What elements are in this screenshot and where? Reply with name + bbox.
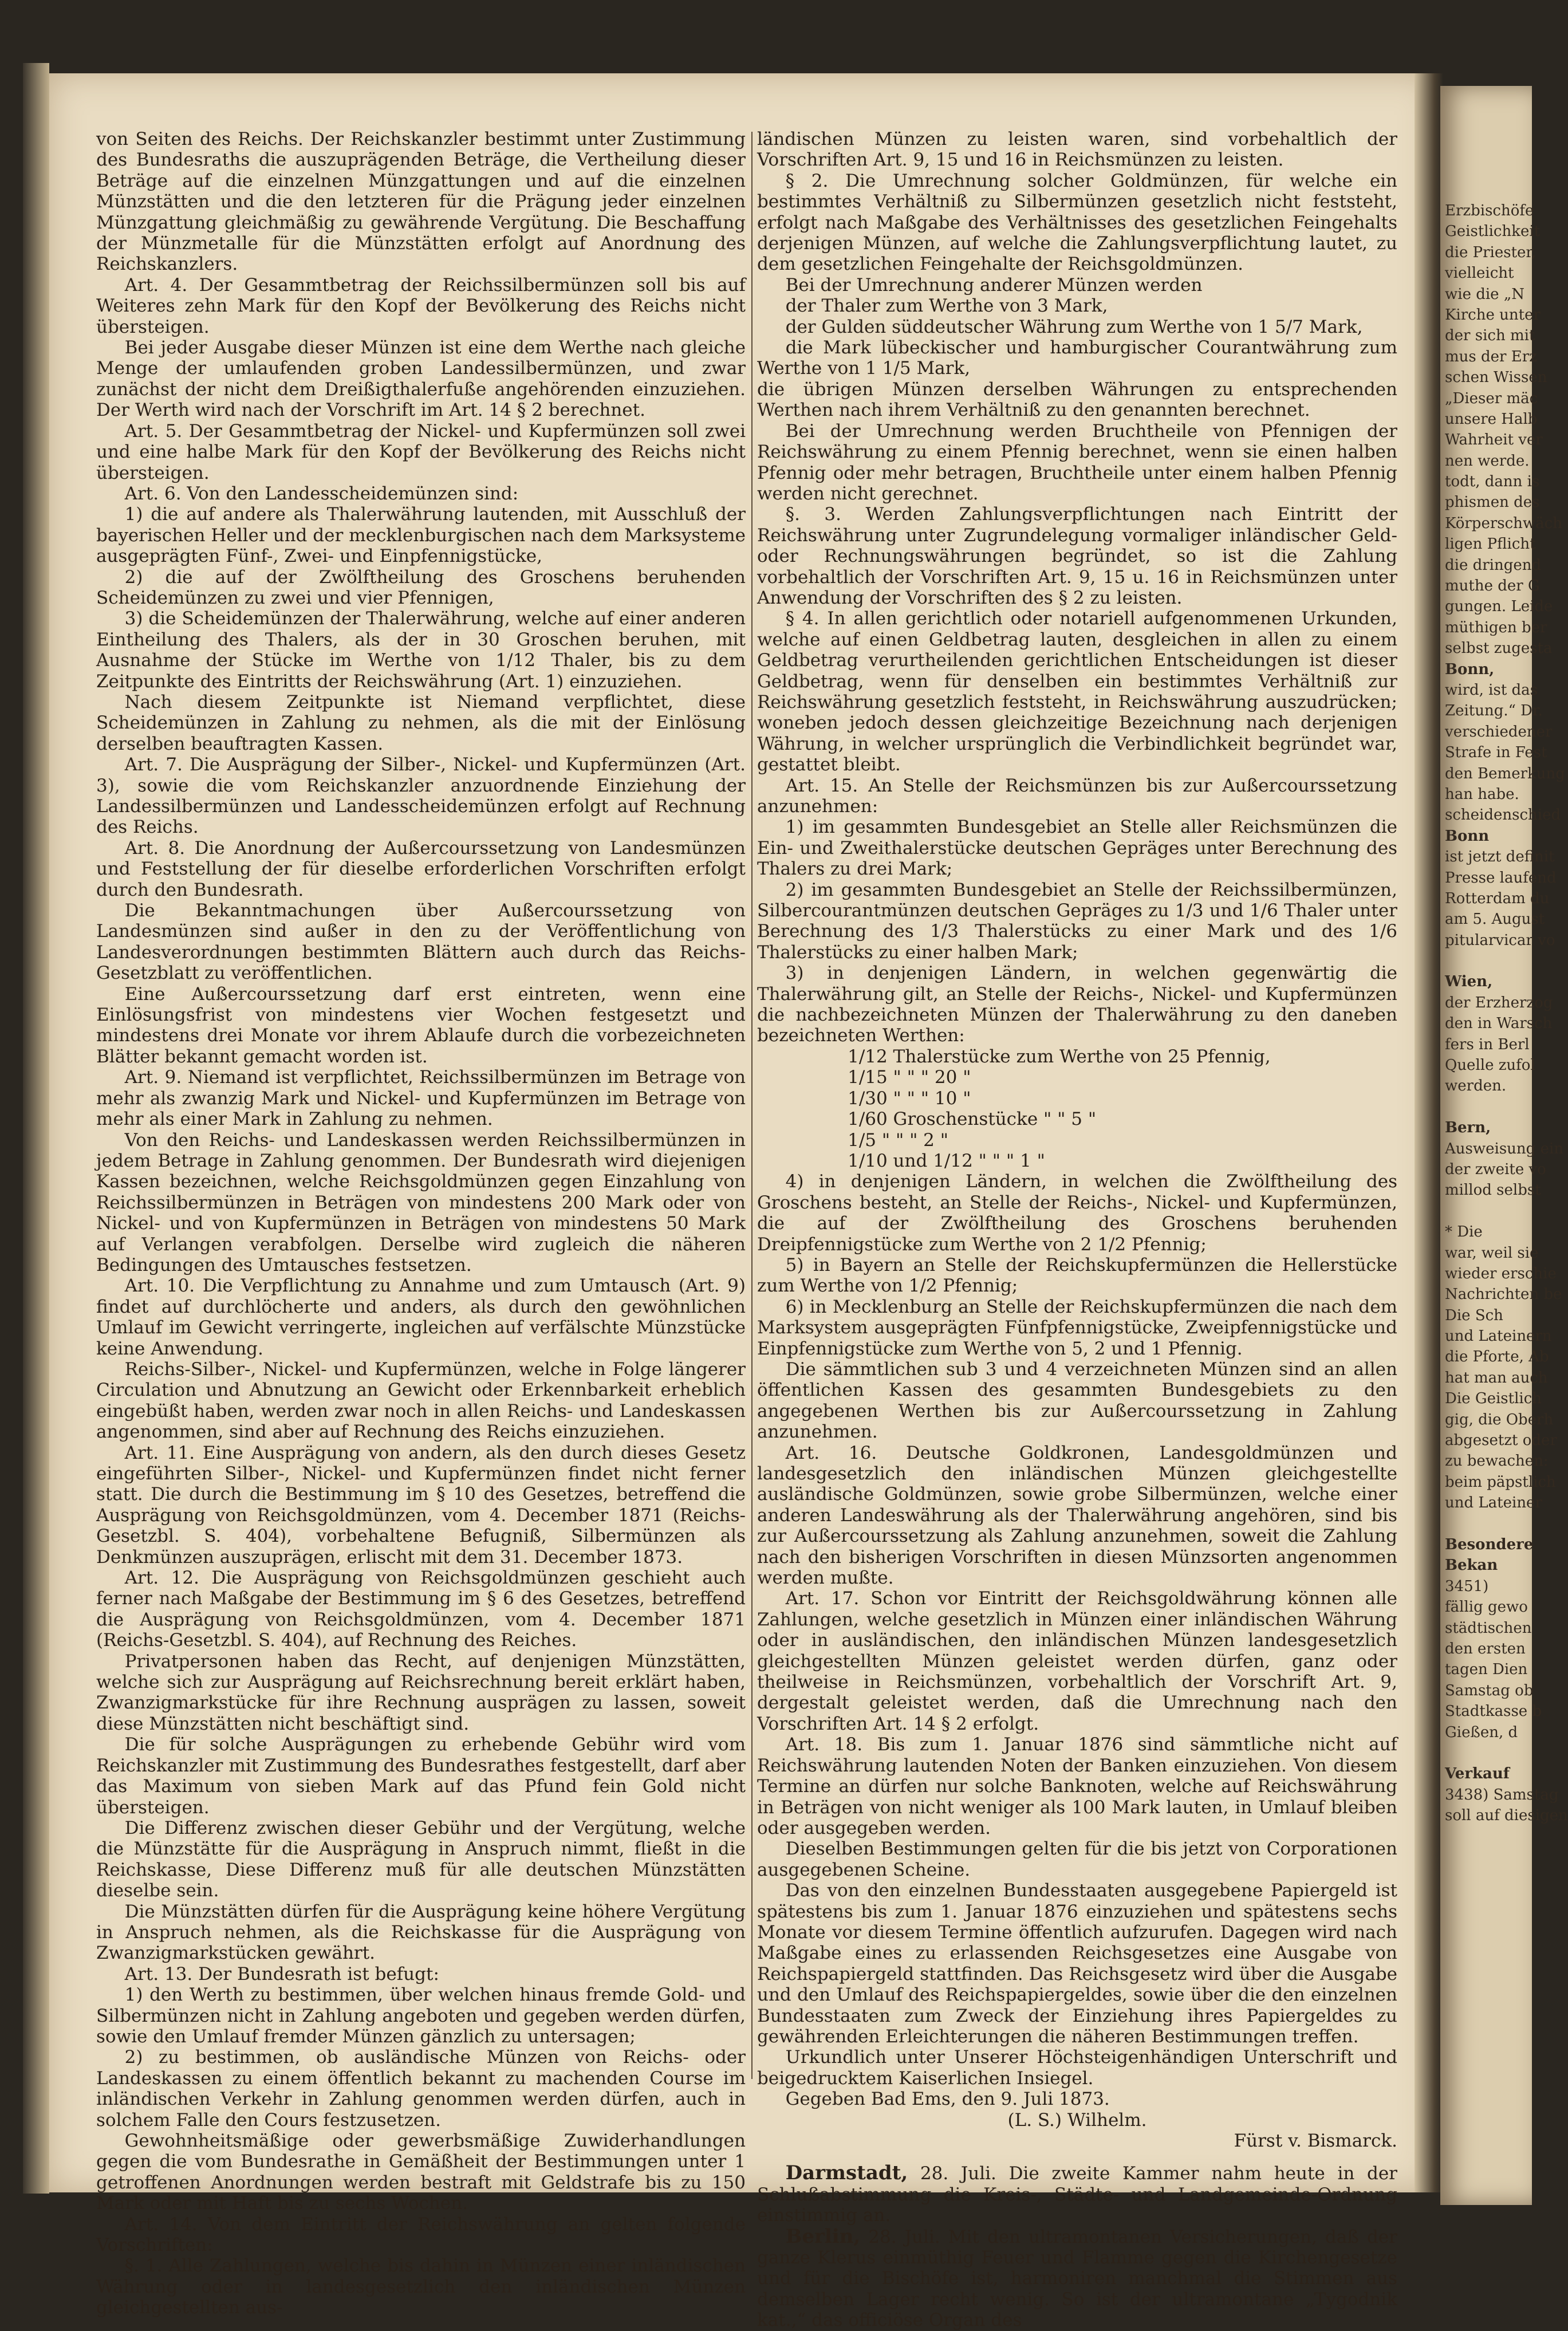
countersignature: Fürst v. Bismarck. [1234,2131,1397,2151]
paragraph: Art. 5. Der Gesammtbetrag der Nickel- und Kupfermünzen soll zwei und eine halbe Mark für den Kopf der Bevölkerung des Reichs nicht übersteigen. [96,420,746,483]
facing-page-line: Stadtkasse b [1445,1703,1542,1720]
facing-page-line [1445,1097,1537,1117]
facing-page-line [1445,1743,1537,1763]
list-item: der Gulden süddeutscher Währung zum Werthe von 1 5/7 Mark, [785,316,1363,337]
paragraph: Art. 18. Bis zum 1. Januar 1876 sind sämmtliche nicht auf Reichswährung lautenden Noten der Banken einzuziehen. Von diesem Termine an dürfen nur solche Banknoten, welche auf Reichswährung in Beträgen von nicht weniger als 100 Mark lauten, in Umlauf bleiben oder ausgegeben werden. [757,1734,1397,1838]
value-table-row: 1/60 Groschenstücke " " 5 " [848,1109,1097,1130]
list-item: 5) in Bayern an Stelle der Reichskupfermünzen die Hellerstücke zum Werthe von 1/2 Pfennig; [757,1254,1397,1297]
value-table-row: 1/12 Thalerstücke zum Werthe von 25 Pfennig, [848,1046,1271,1067]
facing-page-line: Geistlichkeit [1445,223,1541,241]
facing-page-line: nen werde. [1445,452,1530,470]
facing-page-line: Verkauf [1445,1765,1510,1783]
facing-page-line: den in Warsch [1445,1015,1553,1033]
facing-page-line: 3451) [1445,1577,1489,1595]
paragraph: Reichs-Silber-, Nickel- und Kupfermünzen, welche in Folge längerer Circulation und Abnutzung an Gewicht oder Erkennbarkeit erheblich eingebüßt haben, werden zwar noch in allen Reichs- und Landeskassen angenommen, sind aber auf Rechnung des Reichs einzuziehen. [96,1359,746,1443]
facing-page-line: „Dieser mäc [1445,389,1538,407]
paragraph: Die für solche Ausprägungen zu erhebende Gebühr wird vom Reichskanzler mit Zustimmung des Bundesrathes festgestellt, darf aber das Maximum von sieben Mark auf das Pfund fein Gold nicht übersteigen. [96,1734,746,1818]
paragraph: Die sämmtlichen sub 3 und 4 verzeichneten Münzen sind an allen öffentlichen Kassen des gesammten Bundesgebiets zu den angegebenen Werthen bis zur Außercourssetzung in Zahlung anzunehmen. [757,1359,1397,1443]
right-column [757,129,1397,2331]
facing-page-line: Besondere [1445,1536,1534,1553]
paragraph: Art. 12. Die Ausprägung von Reichsgoldmünzen geschieht auch ferner nach Maßgabe der Bestimmung im § 6 des Gesetzes, betreffend die Ausprägung von Reichsgoldmünzen, vom 4. December 1871 (Reichs-Gesetzbl. S. 404), auf Rechnung des Reiches. [96,1568,746,1651]
paragraph: Bei jeder Ausgabe dieser Münzen ist eine dem Werthe nach gleiche Menge der umlaufenden groben Landessilbermünzen, und zwar zunächst der nicht dem Dreißigthalerfuße angehörenden einzuziehen. Der Werth wird nach der Vorschrift im Art. 14 § 2 berechnet. [96,337,746,421]
facing-page-line: soll auf diesigen [1445,1807,1568,1825]
paragraph: Die Differenz zwischen dieser Gebühr und der Vergütung, welche die Münzstätte für die Ausprägung in Anspruch nimmt, fließt in die Reichskasse, Diese Differenz muß für alle deutschen Münzstätten dieselbe sein. [96,1817,746,1901]
paragraph: Art. 9. Niemand ist verpflichtet, Reichssilbermünzen im Betrage von mehr als zwanzig Mark und Nickel- und Kupfermünzen im Betrage von mehr als einer Mark in Zahlung zu nehmen. [96,1067,746,1130]
facing-page-line: gungen. Leide [1445,598,1553,616]
list-item: 3) in denjenigen Ländern, in welchen gegenwärtig die Thalerwährung gilt, an Stelle der Reichs-, Nickel- und Kupfermünzen die nachbezeichneten Münzen der Thalerwährung zu den daneben bezeichneten Werthen: [757,963,1397,1046]
seal-and-signature: (L. S.) Wilhelm. [1007,2109,1147,2131]
paragraph: Urkundlich unter Unserer Höchsteigenhändigen Unterschrift und beigedrucktem Kaiserlichen Insiegel. [757,2047,1397,2089]
facing-page-line: Wahrheit ver [1445,431,1543,449]
facing-page-line: Die Sch [1445,1306,1503,1324]
facing-page-line: Presse laufend [1445,869,1557,887]
facing-page-line: die Priester, [1445,243,1537,261]
paragraph: Dieselben Bestimmungen gelten für die bis jetzt von Corporationen ausgegebenen Scheine. [757,1838,1397,1880]
facing-page-line: selbst zugesta [1445,640,1553,657]
facing-page-line: der Erzherzog [1445,994,1553,1011]
paragraph: Art. 4. Der Gesammtbetrag der Reichssilbermünzen soll bis auf Weiteres zehn Mark für den Kopf der Bevölkerung des Reichs nicht übersteigen. [96,274,746,337]
facing-page-line: Die Geistlich [1445,1390,1542,1408]
dateline-place: Darmstadt, [785,2161,908,2185]
paragraph: § 4. In allen gerichtlich oder notariell aufgenommenen Urkunden, welche auf einen Geldbetrag lauten, desgleichen in allen zu einem Geldbetrag verurtheilenden gerichtlichen Entscheidungen ist dieser Geldbetrag, wenn für denselben ein bestimmtes Verhältniß zur Reichswährung gesetzlich feststeht, in Reichswährung auszudrücken; woneben jedoch dessen gleichzeitige Bezeichnung nach derjenigen Währung, in welcher ursprünglich die Verbindlichkeit begründet war, gestattet bleibt. [757,608,1397,775]
facing-page-line: Gießen, d [1445,1723,1518,1741]
paragraph: Art. 11. Eine Ausprägung von andern, als den durch dieses Gesetz eingeführten Silber-, Nickel- und Kupfermünzen findet nicht ferner statt. Die durch die Bestimmung im § 10 des Gesetzes, betreffend die Ausprägung von Reichsgoldmünzen, vom 4. December 1871 (Reichs-Gesetzbl. S. 404), vorbehaltene Befugniß, Silbermünzen als Denkmünzen auszuprägen, erlischt mit dem 31. December 1873. [96,1442,746,1568]
facing-page-line [1445,1514,1537,1534]
facing-page-line: städtischen [1445,1619,1532,1637]
paragraph: Art. 13. Der Bundesrath ist befugt: [124,1963,439,1984]
facing-page-line: tagen Dien [1445,1661,1528,1679]
paragraph: Gewohnheitsmäßige oder gewerbsmäßige Zuwiderhandlungen gegen die vom Bundesrathe in Gemäßheit der Bestimmungen unter 1 getroffenen Anordnungen werden bestraft mit Geldstrafe bis zu 150 Mark oder mit Haft bis zu sechs Wochen. [96,2131,746,2214]
facing-page-line: und Lateiner [1445,1494,1542,1512]
value-table-row: 1/5 " " " 2 " [848,1129,949,1151]
paragraph-continued: von Seiten des Reichs. Der Reichskanzler bestimmt unter Zustimmung des Bundesraths die auszuprägenden Beträge, die Vertheilung dieser Beträge auf die einzelnen Münzgattungen und auf die einzelnen Münzstätten und die den letzteren für die Prägung jeder einzelnen Münzgattung gleichmäßig zu gewährende Vergütung. Die Beschaffung der Münzmetalle für die Münzstätten erfolgt auf Anordnung des Reichskanzlers. [96,129,746,275]
list-item: 2) im gesammten Bundesgebiet an Stelle der Reichssilbermünzen, Silbercourantmünzen deutschen Gepräges zu 1/3 und 1/6 Thaler unter Berechnung des 1/3 Thalerstücks zu einer Mark und des 1/6 Thalerstücks zu einer halben Mark; [757,879,1397,963]
facing-page-line: wie die „N [1445,285,1525,303]
facing-page-line: die dringend [1445,556,1542,574]
facing-page-line: pitularvicar vo [1445,931,1555,949]
paragraph: Die Bekanntmachungen über Außercourssetzung von Landesmünzen sind außer in den zu der Veröffentlichung von Landesverordnungen bestimmten Blättern auch durch das Reichs-Gesetzblatt zu veröffentlichen. [96,900,746,984]
news-item [757,2226,1397,2331]
facing-page-line: wieder erschie [1445,1265,1557,1282]
paragraph: Art. 17. Schon vor Eintritt der Reichsgoldwährung können alle Zahlungen, welche gesetzlich in Münzen einer inländischen Währung oder in ausländischen, den inländischen Münzen landesgesetzlich gleichgestellten Münzen geleistet werden dürfen, ganz oder theilweise in Reichsmünzen, vorbehaltlich der Vorschrift Art. 9, dergestalt geleistet werden, daß die Umrechnung nach den Vorschriften Art. 14 § 2 erfolgt. [757,1588,1397,1734]
paragraph: Art. 6. Von den Landesscheidemünzen sind: [124,483,519,504]
list-item: 1) die auf andere als Thalerwährung lautenden, mit Ausschluß der bayerischen Heller und der mecklenburgischen nach dem Marksysteme ausgeprägten Fünf-, Zwei- und Einpfennigstücke, [96,504,746,567]
paragraph: Gegeben Bad Ems, den 9. Juli 1873. [785,2089,1110,2110]
facing-page-line: am 5. August [1445,911,1545,928]
paragraph: Art. 15. An Stelle der Reichsmünzen bis zur Außercourssetzung anzunehmen: [757,775,1397,817]
facing-page-line: Erzbischöfe [1445,202,1534,219]
news-item [757,2163,1397,2226]
paragraph-continued: ländischen Münzen zu leisten waren, sind vorbehaltlich der Vorschriften Art. 9, 15 und 16 in Reichsmünzen zu leisten. [757,129,1397,171]
facing-page-line: mus der Erz [1445,348,1537,365]
facing-page-line: Bern, [1445,1119,1491,1137]
facing-page-line: Bonn, [1445,660,1495,678]
book-gutter [1415,73,1443,2192]
facing-page-line: ligen Pflicht [1445,536,1536,553]
paragraph: Von den Reichs- und Landeskassen werden Reichssilbermünzen in jedem Betrage in Zahlung genommen. Der Bundesrath wird diejenigen Kassen bezeichnen, welche Reichsgoldmünzen gegen Einzahlung von Reichssilbermünzen in Beträgen von mindestens 200 Mark oder von Nickel- und von Kupfermünzen in Beträgen von mindestens 50 Mark auf Verlangen verabfolgen. Derselbe wird zugleich die näheren Bedingungen des Umtausches festsetzen. [96,1129,746,1275]
facing-page-line: unsere Halb [1445,410,1538,428]
facing-page-line: todt, dann is [1445,473,1540,491]
value-table-row: 1/10 und 1/12 " " " 1 " [848,1150,1045,1171]
facing-page-line: die Pforte, Ab [1445,1348,1549,1366]
facing-page-line [1445,951,1537,971]
paragraph: Art. 16. Deutsche Goldkronen, Landesgoldmünzen und landesgesetzlich den inländischen Münzen gleichgestellte ausländische Goldmünzen, sowie grobe Silbermünzen, welche einer anderen Landeswährung als der Thalerwährung angehören, sind bis zur Außercourssetzung als Zahlung anzunehmen, soweit die Zahlung nach den bisherigen Vorschriften in diesen Münzsorten angenommen werden mußte. [757,1442,1397,1589]
facing-page-line: hat man auch [1445,1369,1548,1387]
facing-page-line: 3438) Samstag [1445,1786,1559,1804]
value-table-row: 1/15 " " " 20 " [848,1067,971,1088]
facing-page [1440,86,1568,2205]
book-edge [23,63,49,2194]
paragraph: Bei der Umrechnung werden Bruchtheile von Pfennigen der Reichswährung zu einem Pfennig berechnet, wenn sie einen halben Pfennig oder mehr betragen, Bruchtheile unter einem halben Pfennig werden nicht gerechnet. [757,420,1397,504]
list-item: der Thaler zum Werthe von 3 Mark, [785,296,1108,317]
facing-page-line: der sich mit [1445,327,1535,345]
list-item: die Mark lübeckischer und hamburgischer Courantwährung zum Werthe von 1 1/5 Mark, [757,337,1397,379]
facing-page-line: zu bewachen: [1445,1452,1549,1470]
paragraph: §. 3. Werden Zahlungsverpflichtungen nach Eintritt der Reichswährung unter Zugrundelegung vormaliger inländischer Geld- oder Rechnungswährungen begründet, so ist die Zahlung vorbehaltlich der Vorschriften Art. 9, 15 u. 16 in Reichsmünzen unter Anwendung der Vorschriften des § 2 zu leisten. [757,504,1397,608]
facing-page-line [1445,1201,1537,1222]
facing-page-fragments [1445,200,1568,1826]
facing-page-line: werden. [1445,1077,1507,1095]
list-item: 3) die Scheidemünzen der Thalerwährung, welche auf einer anderen Eintheilung des Thalers, als der in 30 Groschen beruhen, mit Ausnahme der Stücke im Werthe von 1/12 Thaler, bis zu dem Zeitpunkte des Eintritts der Reichswährung (Art. 1) einzuziehen. [96,608,746,692]
paragraph: §. 1. Alle Zahlungen, welche bis dahin in Münzen einer inländischen Währung oder in landesgesetzlich den inländischen Münzen gleichgestellten aus- [96,2255,746,2318]
facing-page-line: Strafe in Fest [1445,744,1547,762]
facing-page-line: muthe der G [1445,577,1540,595]
list-item: 1) den Werth zu bestimmen, über welchen hinaus fremde Gold- und Silbermünzen nicht in Zahlung angeboten und gegeben werden dürfen, sowie den Umlauf fremder Münzen gänzlich zu untersagen; [96,1984,746,2047]
paragraph: Art. 14. Von dem Eintritt der Reichswährung an gelten folgende Vorschriften: [96,2214,746,2256]
facing-page-line: Kirche unter [1445,306,1541,324]
facing-page-line: Samstag ob [1445,1682,1534,1699]
facing-page-line: abgesetzt oder [1445,1432,1557,1450]
dateline-place: Berlin, [785,2224,861,2248]
facing-page-line: han habe. [1445,785,1519,803]
facing-page-line: gig, die Oberh [1445,1411,1554,1428]
facing-page-line: und Lateinern [1445,1328,1552,1345]
paragraph: Nach diesem Zeitpunkte ist Niemand verpflichtet, diese Scheidemünzen in Zahlung zu nehmen, als die mit der Einlösung derselben beauftragten Kassen. [96,691,746,754]
facing-page-line: phismen des [1445,494,1540,511]
facing-page-line: den ersten [1445,1640,1526,1657]
facing-page-line: Wien, [1445,973,1493,991]
facing-page-line: wird, ist das [1445,681,1538,699]
paragraph: Eine Außercourssetzung darf erst eintreten, wenn eine Einlösungsfrist von mindestens vier Wochen festgesetzt und mindestens drei Monate vor ihrem Ablaufe durch die vorbezeichneten Blätter bekannt gemacht worden ist. [96,983,746,1067]
paragraph: Art. 7. Die Ausprägung der Silber-, Nickel- und Kupfermünzen (Art. 3), sowie die vom Reichskanzler anzuordnende Einziehung der Landessilbermünzen und Landesscheidemünzen erfolgt auf Rechnung des Reichs. [96,754,746,838]
facing-page-line: scheidenschied [1445,806,1561,824]
facing-page-line: Quelle zufol [1445,1057,1535,1074]
list-item: 2) zu bestimmen, ob ausländische Münzen von Reichs- oder Landeskassen zu einem öffentlich bekannt zu machenden Course im inländischen Verkehr in Zahlung genommen werden dürfen, auch in solchem Falle den Cours festzusetzen. [96,2047,746,2131]
paragraph-continued: die übrigen Münzen derselben Währungen zu entsprechenden Werthen nach ihrem Verhältniß zu den genannten berechnet. [757,379,1397,421]
list-item: 4) in denjenigen Ländern, in welchen die Zwölftheilung des Groschens besteht, an Stelle der Reichs-, Nickel- und Kupfermünzen, die auf der Zwölftheilung des Groschens beruhenden Dreipfennigstücke zum Werthe von 2 1/2 Pfennig; [757,1171,1397,1255]
facing-page-line: millod selbst [1445,1182,1541,1199]
value-table-row: 1/30 " " " 10 " [848,1088,971,1109]
news-text: 28. Juli. Die zweite Kammer nahm heute in der Schlußabstimmung die Kreis-, Städte- und Landgemeinde-Ordnung einstimmig an. [757,2163,1397,2226]
paragraph: Privatpersonen haben das Recht, auf denjenigen Münzstätten, welche sich zur Ausprägung auf Reichsrechnung bereit erklärt haben, Zwanzigmarkstücke für ihre Rechnung ausprägen zu lassen, soweit diese Münzstätten nicht beschäftigt sind. [96,1651,746,1734]
list-item: 6) in Mecklenburg an Stelle der Reichskupfermünzen die nach dem Marksystem ausgeprägten Fünfpfennigstücke, Zweipfennigstücke und Einpfennigstücke zum Werthe von 5, 2 und 1 Pfennig. [757,1296,1397,1359]
facing-page-line: Zeitung.“ Dr. [1445,702,1543,720]
list-item: 2) die auf der Zwölftheilung des Groschens beruhenden Scheidemünzen zu zwei und vier Pfennigen, [96,566,746,608]
facing-page-line: schen Wissen [1445,369,1547,387]
facing-page-line: vielleicht [1445,265,1514,282]
facing-page-line: ist jetzt definit [1445,848,1555,866]
facing-page-line: Rotterdam du [1445,889,1550,907]
facing-page-line: den Bemerkung [1445,765,1565,782]
column-rule [751,132,753,2079]
facing-page-line: Bekan [1445,1557,1498,1574]
facing-page-line: Nachrichten be [1445,1286,1562,1304]
facing-page-line: der zweite vo [1445,1160,1546,1178]
facing-page-line: war, weil sie [1445,1244,1539,1262]
paragraph: Art. 8. Die Anordnung der Außercourssetzung von Landesmünzen und Feststellung der für dieselbe erforderlichen Vorschriften erfolgt durch den Bundesrath. [96,837,746,900]
news-text: 28. Juli. Mit den ultramontanen Versicherungen, daß der ganze Klerus einmüthig Feuer und Flamme gegen die Kirchengesetze und für die Bischöfe ist, harmoniren manchmal die Stimmen aus demselben Lager recht wenig. So ist der ultramontane „Tygodnik kat.,“ das officiöse Organ des [757,2226,1397,2331]
facing-page-line: verschiedener [1445,723,1553,741]
facing-page-line: beim päpstlich [1445,1473,1556,1491]
facing-page-line: Bonn [1445,827,1490,845]
facing-page-line: Ausweisung ein [1445,1140,1564,1157]
paragraph: § 2. Die Umrechnung solcher Goldmünzen, für welche ein bestimmtes Verhältniß zu Silbermünzen gesetzlich nicht feststeht, erfolgt nach Maßgabe des Verhältnisses des gesetzlichen Feingehalts derjenigen Münzen, auf welche die Zahlungsverpflichtung lautet, zu dem gesetzlichen Feingehalte der Reichsgoldmünzen. [757,170,1397,275]
paragraph: Die Münzstätten dürfen für die Ausprägung keine höhere Vergütung in Anspruch nehmen, als die Reichskasse für die Ausprägung von Zwanzigmarkstücken gewährt. [96,1901,746,1964]
paragraph: Art. 10. Die Verpflichtung zu Annahme und zum Umtausch (Art. 9) findet auf durchlöcherte und anders, als durch den gewöhnlichen Umlauf im Gewicht verringerte, ingleichen auf verfälschte Münzstücke keine Anwendung. [96,1275,746,1359]
facing-page-line: * Die [1445,1223,1483,1241]
facing-page-line: müthigen ber [1445,619,1547,636]
facing-page-line: Körperschwäch [1445,514,1562,532]
paragraph: Bei der Umrechnung anderer Münzen werden [785,274,1203,296]
facing-page-line: fällig gewo [1445,1598,1528,1616]
facing-page-line: fers in Berl [1445,1035,1530,1053]
paragraph: Das von den einzelnen Bundesstaaten ausgegebene Papiergeld ist spätestens bis zum 1. Januar 1876 einzuziehen und spätestens sechs Monate vor diesem Termine öffentlich aufzurufen. Dagegen wird nach Maßgabe eines zu erlassenden Reichsgesetzes eine Ausgabe von Reichspapiergeld stattfinden. Das Reichsgesetz wird über die Ausgabe und den Umlauf des Reichspapiergeldes, sowie über die den einzelnen Bundesstaaten zum Zweck der Einziehung ihres Papiergeldes zu gewährenden Erleichterungen die näheren Bestimmungen treffen. [757,1880,1397,2047]
list-item: 1) im gesammten Bundesgebiet an Stelle aller Reichsmünzen die Ein- und Zweithalerstücke deutschen Gepräges unter Berechnung des Thalers zu drei Mark; [757,817,1397,880]
left-column [96,129,746,2318]
